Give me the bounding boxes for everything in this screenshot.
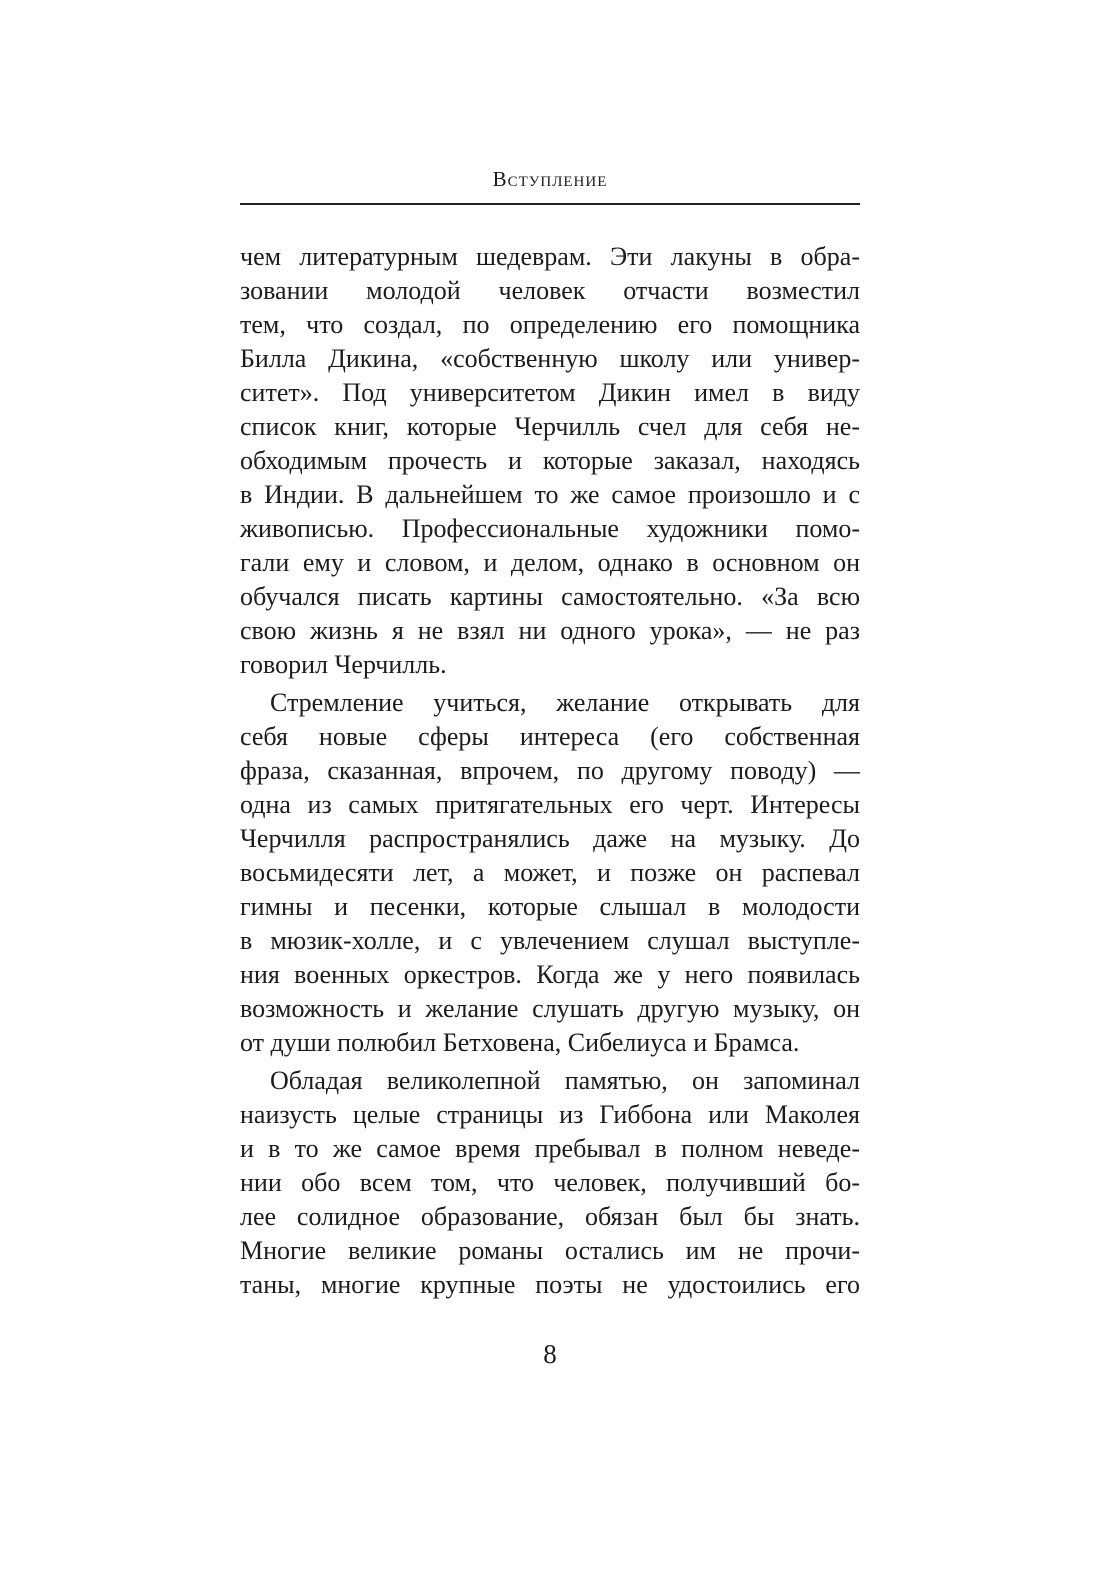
text-line: таны, многие крупные поэты не удостоились его: [240, 1270, 860, 1299]
text-line: в мюзик-холле, и с увлечением слушал выступле-: [240, 926, 860, 955]
header-rule: [240, 203, 860, 205]
text-line: обходимым прочесть и которые заказал, находясь: [240, 446, 860, 475]
text-line: Стремление учиться, желание открывать для: [270, 688, 860, 717]
running-head: Вступление: [492, 167, 608, 191]
text-line: восьмидесяти лет, а может, и позже он распевал: [240, 858, 860, 887]
paragraph: [240, 686, 860, 1060]
paragraph: [240, 240, 860, 682]
text-line: фраза, сказанная, впрочем, по другому поводу) —: [240, 756, 860, 785]
text-line: лее солидное образование, обязан был бы знать.: [240, 1202, 860, 1231]
text-line: свою жизнь я не взял ни одного урока», — не раз: [240, 616, 860, 645]
text-line: от души полюбил Бетховена, Сибелиуса и Брамса.: [240, 1028, 800, 1057]
text-line: себя новые сферы интереса (его собственная: [240, 722, 860, 751]
text-line: одна из самых притягательных его черт. Интересы: [240, 790, 860, 819]
text-line: и в то же самое время пребывал в полном неведе-: [240, 1134, 860, 1163]
text-line: говорил Черчилль.: [240, 650, 447, 679]
text-line: ния военных оркестров. Когда же у него появилась: [240, 960, 860, 989]
text-line: зовании молодой человек отчасти возместил: [240, 276, 860, 305]
text-line: Черчилля распространялись даже на музыку. До: [240, 824, 860, 853]
text-line: Многие великие романы остались им не прочи-: [240, 1236, 860, 1265]
text-line: гали ему и словом, и делом, однако в основном он: [240, 548, 860, 577]
text-line: возможность и желание слушать другую музыку, он: [240, 994, 860, 1023]
text-line: тем, что создал, по определению его помощника: [240, 310, 860, 339]
text-line: Билла Дикина, «собственную школу или универ-: [240, 344, 860, 373]
text-line: нии обо всем том, что человек, получивший бо-: [240, 1168, 860, 1197]
text-line: чем литературным шедеврам. Эти лакуны в обра-: [240, 242, 860, 271]
page-number: 8: [543, 1339, 557, 1369]
paragraph: [240, 1064, 860, 1302]
text-line: Обладая великолепной памятью, он запоминал: [270, 1066, 860, 1095]
text-line: обучался писать картины самостоятельно. «За всю: [240, 582, 860, 611]
text-line: в Индии. В дальнейшем то же самое произошло и с: [240, 480, 860, 509]
text-line: наизусть целые страницы из Гиббона или Маколея: [240, 1100, 860, 1129]
text-line: ситет». Под университетом Дикин имел в виду: [240, 378, 860, 407]
text-line: живописью. Профессиональные художники помо-: [240, 514, 860, 543]
text-line: гимны и песенки, которые слышал в молодости: [240, 892, 860, 921]
text-line: список книг, которые Черчилль счел для себя не-: [240, 412, 860, 441]
body-text: [240, 240, 860, 1306]
